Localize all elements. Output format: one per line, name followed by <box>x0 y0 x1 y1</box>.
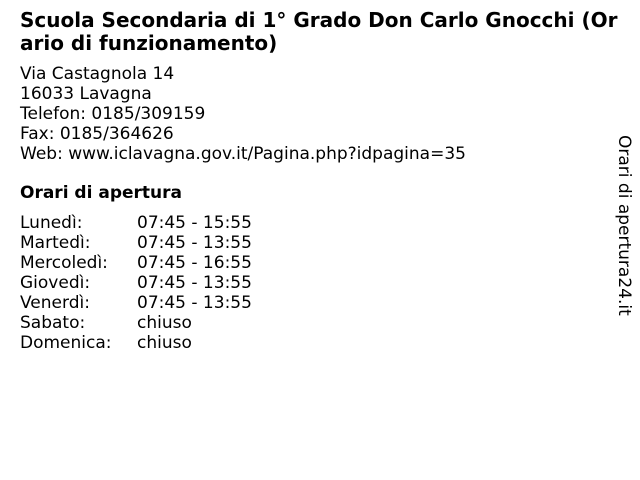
hours-row-sunday <box>20 333 252 353</box>
day-label: Lunedì: <box>20 213 83 233</box>
day-label: Giovedì: <box>20 273 91 293</box>
fax-number: Fax: 0185/364626 <box>20 124 174 144</box>
time-range: 07:45 - 15:55 <box>137 213 252 233</box>
day-label: Sabato: <box>20 313 86 333</box>
hours-row-monday <box>20 213 252 233</box>
website-link[interactable]: Web: www.iclavagna.gov.it/Pagina.php?idpagina=35 <box>20 144 466 164</box>
time-range: 07:45 - 16:55 <box>137 253 252 273</box>
street-address: Via Castagnola 14 <box>20 64 175 84</box>
time-range: chiuso <box>137 313 192 333</box>
time-range: chiuso <box>137 333 192 353</box>
time-range: 07:45 - 13:55 <box>137 273 252 293</box>
day-label: Venerdì: <box>20 293 90 313</box>
hours-row-friday <box>20 293 252 313</box>
day-label: Martedì: <box>20 233 91 253</box>
city: 16033 Lavagna <box>20 84 152 104</box>
time-range: 07:45 - 13:55 <box>137 293 252 313</box>
phone-number: Telefon: 0185/309159 <box>20 104 206 124</box>
hours-row-tuesday <box>20 233 252 253</box>
hours-heading: Orari di apertura <box>20 183 182 203</box>
time-range: 07:45 - 13:55 <box>137 233 252 253</box>
hours-table <box>20 213 252 353</box>
brand-watermark: Orari di apertura24.it <box>614 135 634 316</box>
day-label: Domenica: <box>20 333 112 353</box>
page-title: Scuola Secondaria di 1° Grado Don Carlo Gnocchi (Orario di funzionamento) <box>20 8 618 55</box>
hours-row-thursday <box>20 273 252 293</box>
address-block <box>20 64 466 164</box>
hours-row-wednesday <box>20 253 252 273</box>
hours-row-saturday <box>20 313 252 333</box>
day-label: Mercoledì: <box>20 253 108 273</box>
